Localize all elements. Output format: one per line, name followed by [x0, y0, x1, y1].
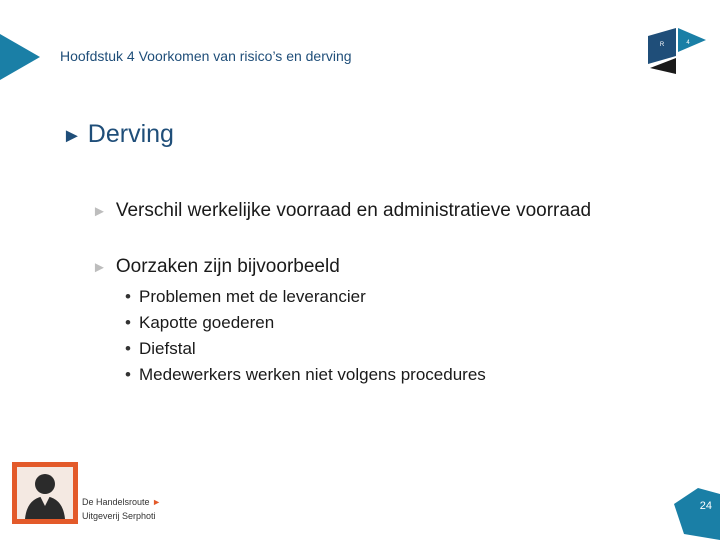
slide-heading: [62, 120, 174, 149]
sub-bullet-list: [125, 284, 486, 388]
sub-bullet-item: [125, 310, 486, 336]
bullet-arrow-icon: ►: [92, 259, 107, 276]
brand-line-1: De Handelsroute: [82, 497, 150, 507]
dot-icon: •: [125, 287, 131, 306]
sub-bullet-text: Diefstal: [139, 339, 196, 358]
chapter-logo-icon: [648, 28, 706, 74]
chapter-title: Hoofdstuk 4 Voorkomen van risico’s en derving: [60, 48, 352, 64]
sub-bullet-text: Kapotte goederen: [139, 313, 275, 332]
play-arrow-icon: ►: [62, 125, 82, 147]
page-number: 24: [699, 500, 712, 512]
page-corner-decoration-icon: [674, 488, 720, 540]
logo-mark-r: R: [659, 42, 665, 48]
dot-icon: •: [125, 313, 131, 332]
sub-bullet-item: [125, 284, 486, 310]
bullet-item: [92, 256, 340, 278]
bullet-text: Verschil werkelijke voorraad en administratieve voorraad: [115, 200, 592, 221]
bullet-item: [92, 200, 591, 222]
corner-triangle-decoration: [0, 34, 40, 80]
slide-heading-text: Derving: [87, 120, 174, 148]
brand-line-2: Uitgeverij Serphoti: [82, 511, 156, 521]
sub-bullet-text: Problemen met de leverancier: [139, 287, 366, 306]
dot-icon: •: [125, 365, 131, 384]
bullet-arrow-icon: ►: [92, 203, 107, 220]
dot-icon: •: [125, 339, 131, 358]
publisher-portrait-logo-icon: [12, 462, 78, 524]
bullet-text: Oorzaken zijn bijvoorbeeld: [115, 256, 340, 277]
sub-bullet-item: [125, 336, 486, 362]
publisher-name: [82, 495, 161, 523]
sub-bullet-item: [125, 362, 486, 388]
sub-bullet-text: Medewerkers werken niet volgens procedures: [139, 365, 486, 384]
brand-arrow-icon: ►: [152, 497, 161, 507]
logo-mark-4: 4: [686, 40, 690, 46]
